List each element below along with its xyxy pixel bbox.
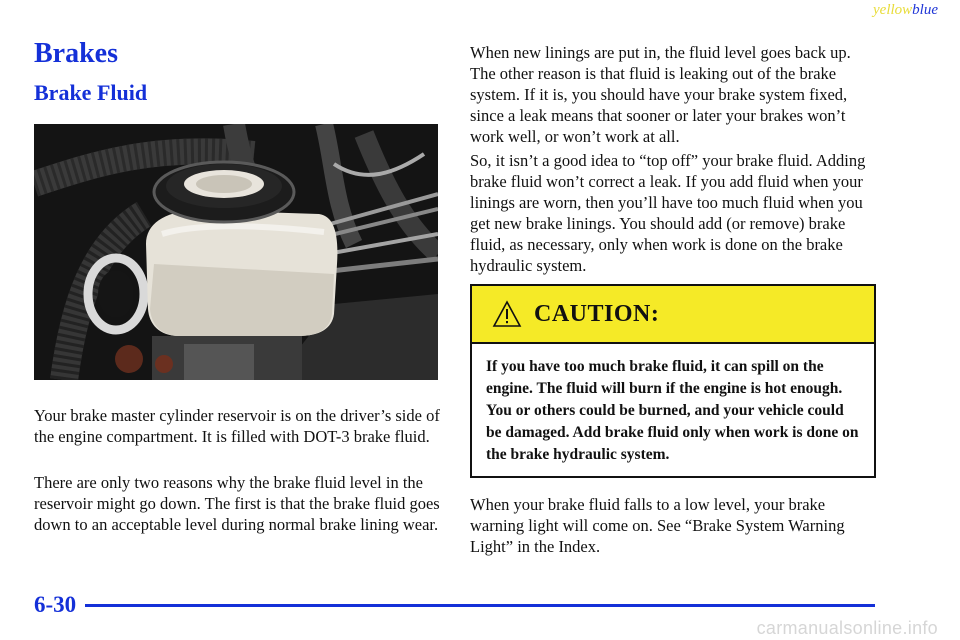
caution-header [472,286,874,344]
subsection-title: Brake Fluid [34,80,148,105]
left-paragraph-1: Your brake master cylinder reservoir is on the driver’s side of the engine compartment. It is filled with DOT-3 brake fluid. [34,406,440,446]
left-paragraph-2: There are only two reasons why the brake fluid level in the reservoir might go down. The first is that the brake fluid goes down to an acceptable level during normal brake lining wear. [34,473,440,534]
after-caution-paragraph: When your brake fluid falls to a low level, your brake warning light will come on. See “Brake System Warning Light” in the Index. [470,495,845,556]
warning-triangle-icon [492,300,522,328]
header-tag-yellow: yellow [873,2,913,18]
section-title: Brakes [34,38,118,69]
right-paragraph-1: When new linings are put in, the fluid level goes back up. The other reason is that fluid is leaking out of the brake system. If it is, you should have your brake system fixed, since a leak means that sooner or later your brakes won’t work well, or won’t work at all. [470,43,851,146]
caution-box [470,284,876,478]
header-tag [873,2,938,19]
watermark: carmanualsonline.info [756,618,938,638]
brake-reservoir-photo [34,124,438,380]
footer-rule [85,604,875,607]
caution-title: CAUTION: [534,300,660,327]
right-paragraph-2: So, it isn’t a good idea to “top off” your brake fluid. Adding brake fluid won’t correct a leak. If you add fluid when your linings are worn, then you’ll have too much fluid when you get new brake linings. You should add (or remove) brake fluid, as necessary, only when work is done on the brake hydraulic system. [470,151,866,275]
caution-text: If you have too much brake fluid, it can spill on the engine. The fluid will burn if the engine is hot enough. You or others could be burned, and your vehicle could be damaged. Add brake fluid only when work is done on the brake hydraulic system. [486,358,859,463]
header-tag-blue: blue [912,2,938,18]
page-number: 6-30 [34,592,77,617]
